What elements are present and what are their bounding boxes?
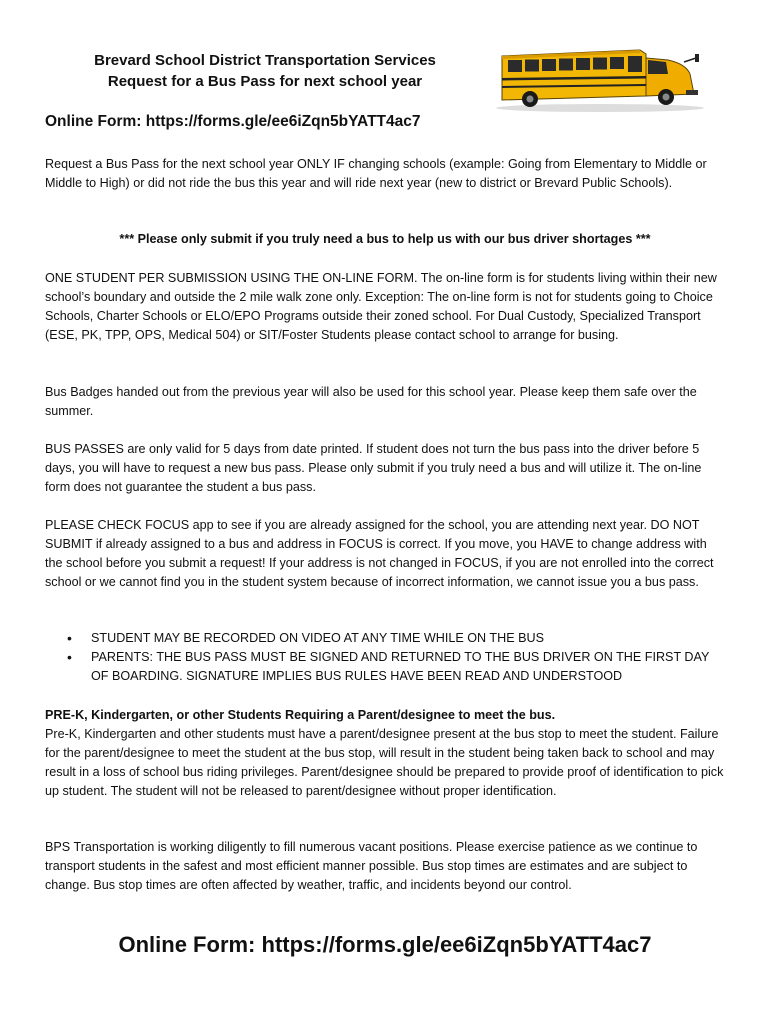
- bus-badges-paragraph: Bus Badges handed out from the previous year will also be used for this school year. Please keep them safe over the summer.: [45, 385, 697, 418]
- focus-app-paragraph: PLEASE CHECK FOCUS app to see if you are already assigned for the school, you are attending next year. DO NOT SUBMIT if already assigned to a bus and address in FOCUS is correct. If you move, you HAVE to change address with the school before you submit a request! If your address is not changed in FOCUS, if you are not enrolled into the correct school or we cannot find you in the student system because of incorrect information, we cannot issue you a bus pass.: [45, 518, 714, 589]
- title-line-1: Brevard School District Transportation Services: [94, 52, 436, 69]
- bullet-dot-icon: •: [67, 649, 72, 665]
- bullet-text: STUDENT MAY BE RECORDED ON VIDEO AT ANY TIME WHILE ON THE BUS: [91, 631, 544, 645]
- bullet-item: [45, 629, 725, 648]
- title-line-2: Request for a Bus Pass for next school year: [107, 73, 423, 90]
- intro-paragraph: Request a Bus Pass for the next school year ONLY IF changing schools (example: Going from Elementary to Middle or Middle to High) or did not ride the bus this year and will ride next year (new to district or Brevard Public Schools).: [45, 157, 707, 190]
- online-form-link-bottom[interactable]: Online Form: https://forms.gle/ee6iZqn5bYATT4ac7: [118, 932, 652, 957]
- bus-passes-paragraph: BUS PASSES are only valid for 5 days from date printed. If student does not turn the bus pass into the driver before 5 days, you will have to request a new bus pass. Please only submit if you truly need a bus and will utilize it. The on-line form does not guarantee the student a bus pass.: [45, 442, 702, 494]
- document-title: [60, 50, 470, 92]
- staffing-paragraph: BPS Transportation is working diligently to fill numerous vacant positions. Please exercise patience as we continue to transport students in the safest and most efficient manner possible. Bus stop times are estimates and are subject to change. Bus stop times are often affected by weather, traffic, and incidents beyond our control.: [45, 840, 698, 892]
- prek-section: [45, 706, 725, 801]
- bullet-item: [45, 648, 725, 686]
- rules-bullet-list: [45, 629, 725, 686]
- prek-heading: PRE-K, Kindergarten, or other Students Requiring a Parent/designee to meet the bus.: [45, 708, 556, 722]
- prek-body: Pre-K, Kindergarten and other students must have a parent/designee present at the bus stop to meet the student. Failure for the parent/designee to meet the student at the bus stop, will result in the student being taken back to school and may result in a loss of school bus riding privileges. Parent/designee should be prepared to provide proof of identification to pick up student. The student will not be released to parent/designee without proper identification.: [45, 727, 724, 798]
- driver-shortage-notice: *** Please only submit if you truly need a bus to help us with our bus driver shortages ***: [119, 232, 651, 246]
- bullet-text: PARENTS: THE BUS PASS MUST BE SIGNED AND RETURNED TO THE BUS DRIVER ON THE FIRST DAY OF BOARDING. SIGNATURE IMPLIES BUS RULES HAVE BEEN READ AND UNDERSTOOD: [91, 650, 710, 683]
- online-form-link-top[interactable]: Online Form: https://forms.gle/ee6iZqn5bYATT4ac7: [45, 113, 421, 130]
- school-bus-image: [490, 44, 710, 114]
- one-student-paragraph: ONE STUDENT PER SUBMISSION USING THE ON-LINE FORM. The on-line form is for students living within their new school’s boundary and outside the 2 mile walk zone only. Exception: The on-line form is not for students going to Choice Schools, Charter Schools or ELO/EPO Programs outside their zoned school. For Dual Custody, Specialized Transport (ESE, PK, TPP, OPS, Medical 504) or SIT/Foster Students please contact school to arrange for busing.: [45, 271, 717, 342]
- bullet-dot-icon: •: [67, 630, 72, 646]
